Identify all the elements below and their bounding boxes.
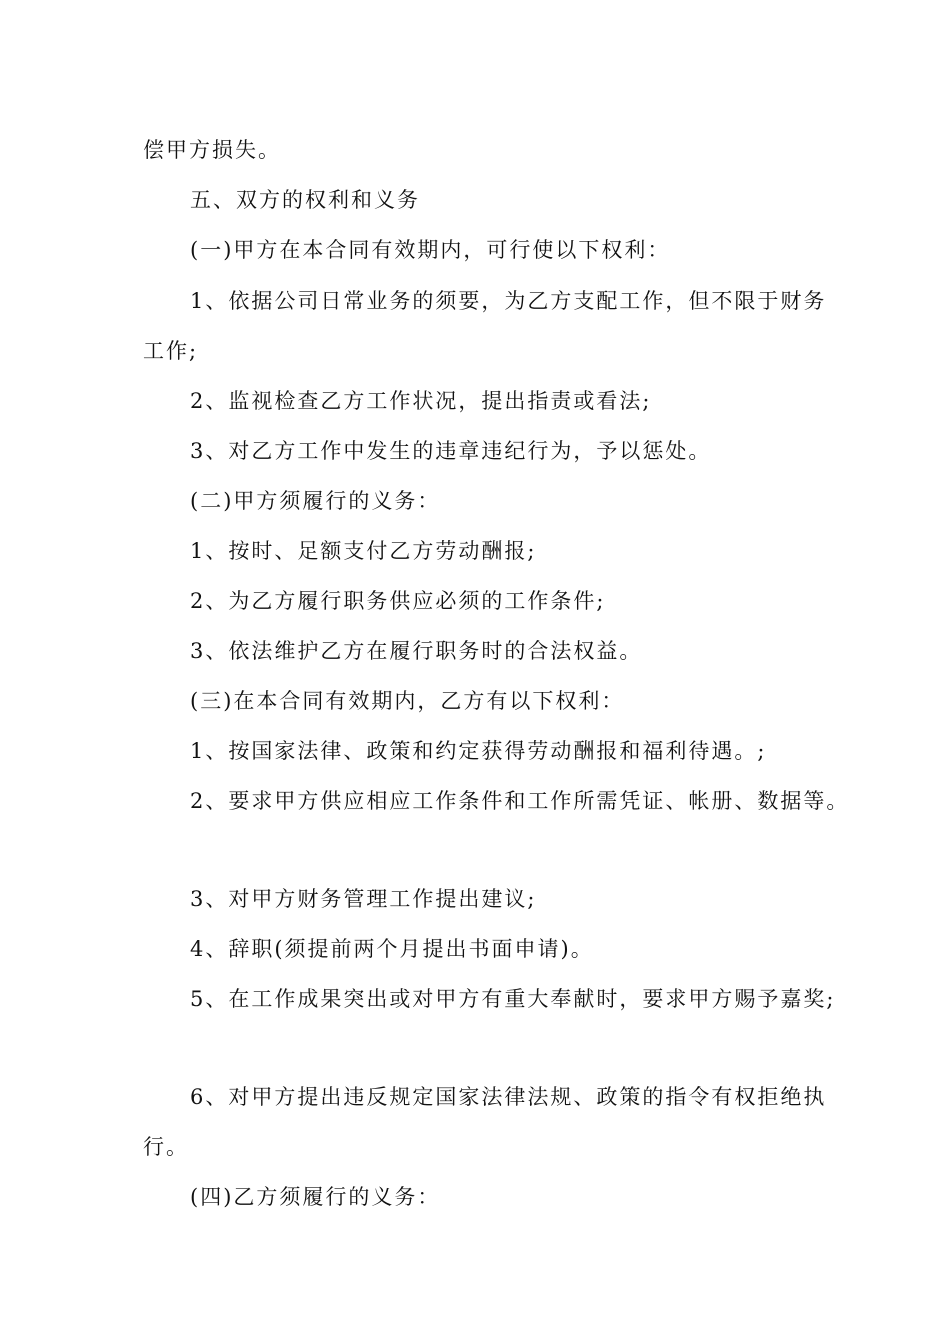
paragraph-line: 1、按时、足额支付乙方劳动酬报; <box>190 539 537 563</box>
paragraph-line: 1、依据公司日常业务的须要，为乙方支配工作，但不限于财务 <box>190 289 827 313</box>
paragraph-line: 4、辞职(须提前两个月提出书面申请)。 <box>190 937 594 961</box>
paragraph-line: 3、对乙方工作中发生的违章违纪行为，予以惩处。 <box>190 439 712 463</box>
section-heading: 五、双方的权利和义务 <box>190 188 420 212</box>
paragraph-line: 6、对甲方提出违反规定国家法律法规、政策的指令有权拒绝执 <box>190 1085 827 1109</box>
paragraph-line: 2、为乙方履行职务供应必须的工作条件; <box>190 589 606 613</box>
paragraph-line: 行。 <box>143 1135 189 1159</box>
paragraph-line: 偿甲方损失。 <box>143 138 281 162</box>
paragraph-line: 2、要求甲方供应相应工作条件和工作所需凭证、帐册、数据等。 <box>190 789 850 813</box>
paragraph-line: 1、按国家法律、政策和约定获得劳动酬报和福利待遇。; <box>190 739 767 763</box>
subsection-heading: (二)甲方须履行的义务： <box>190 489 441 513</box>
paragraph-line: 3、对甲方财务管理工作提出建议; <box>190 887 537 911</box>
subsection-heading: (三)在本合同有效期内，乙方有以下权利： <box>190 689 625 713</box>
paragraph-line: 3、依法维护乙方在履行职务时的合法权益。 <box>190 639 643 663</box>
subsection-heading: (四)乙方须履行的义务： <box>190 1185 441 1209</box>
paragraph-line: 2、监视检查乙方工作状况，提出指责或看法; <box>190 389 652 413</box>
paragraph-line: 5、在工作成果突出或对甲方有重大奉献时，要求甲方赐予嘉奖; <box>190 987 836 1011</box>
paragraph-line: 工作; <box>143 339 199 363</box>
subsection-heading: (一)甲方在本合同有效期内，可行使以下权利： <box>190 238 671 262</box>
